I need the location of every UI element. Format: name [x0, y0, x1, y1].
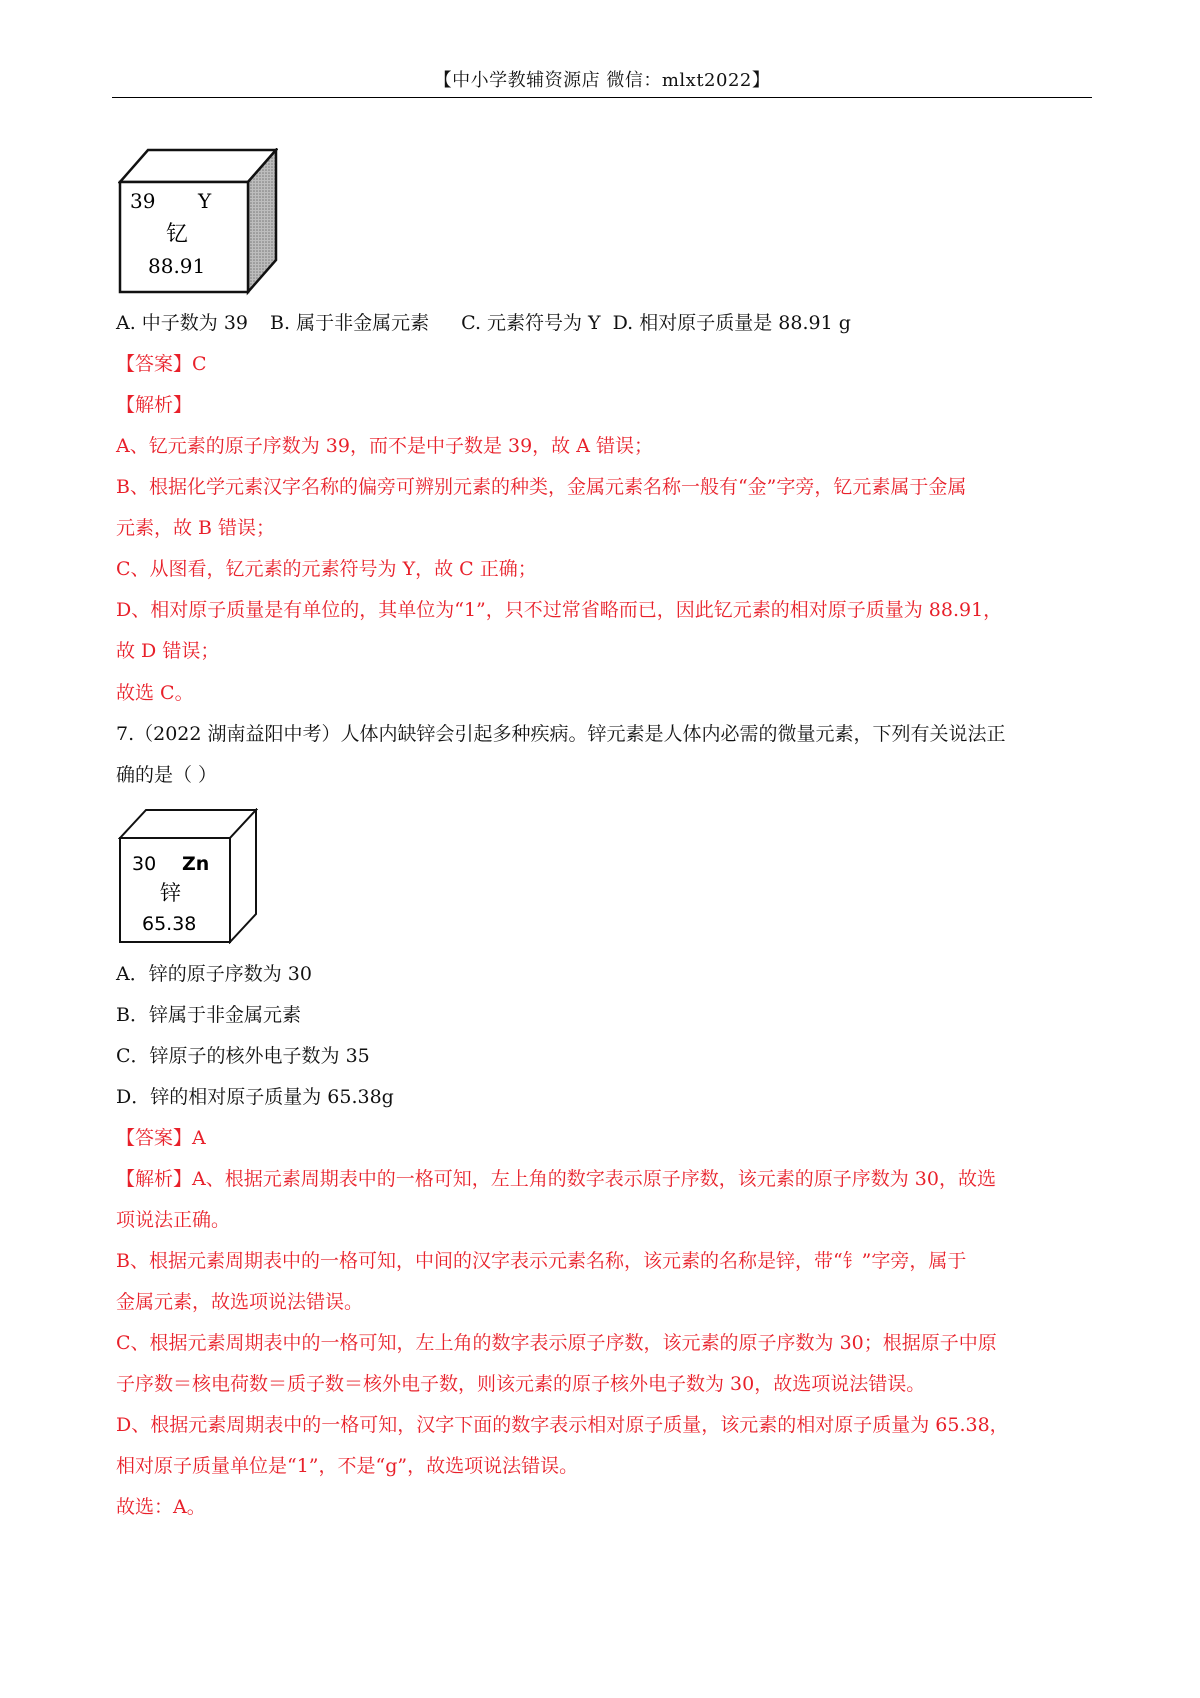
q7-option-c: C．锌原子的核外电子数为 35	[116, 1045, 370, 1067]
q6-analysis-line: C、从图看，钇元素的元素符号为 Y，故 C 正确；	[116, 558, 537, 580]
q6-analysis-heading: 【解析】	[116, 394, 193, 416]
q6-answer: 【答案】C	[116, 353, 207, 375]
q7-analysis-line: B、根据元素周期表中的一格可知，中间的汉字表示元素名称，该元素的名称是锌，带“钅”字旁，属于	[116, 1250, 967, 1272]
q7-stem-line: 7.（2022 湖南益阳中考）人体内缺锌会引起多种疾病。锌元素是人体内必需的微量元素，下列有关说法正	[116, 723, 1006, 745]
q7-option-b: B．锌属于非金属元素	[116, 1004, 301, 1026]
q7-option-d: D．锌的相对原子质量为 65.38g	[116, 1086, 394, 1108]
q6-option-c: C. 元素符号为 Y	[461, 312, 601, 334]
zinc-element-tile	[118, 808, 258, 944]
q6-option-b: B. 属于非金属元素	[270, 312, 430, 334]
q7-stem-line: 确的是（ ）	[116, 764, 218, 786]
yttrium-atomic-mass: 88.91	[148, 254, 206, 278]
yttrium-atomic-number: 39	[130, 189, 156, 213]
yttrium-name: 钇	[166, 222, 189, 247]
q7-analysis-line: 金属元素，故选项说法错误。	[116, 1291, 364, 1313]
q6-analysis-line: 故 D 错误；	[116, 640, 220, 662]
page-header: 【中小学教辅资源店 微信：mlxt2022】	[433, 70, 771, 91]
yttrium-element-tile	[118, 148, 278, 298]
q6-option-a: A. 中子数为 39	[116, 312, 249, 334]
yttrium-symbol: Y	[198, 189, 212, 213]
q7-analysis-line: 相对原子质量单位是“1”，不是“g”，故选项说法错误。	[116, 1455, 579, 1477]
q6-option-d: D. 相对原子质量是 88.91 g	[612, 312, 851, 334]
zinc-atomic-mass: 65.38	[142, 913, 197, 935]
q7-analysis-line: C、根据元素周期表中的一格可知，左上角的数字表示原子序数，该元素的原子序数为 30；根据原子中原	[116, 1332, 997, 1354]
q7-analysis-line: 项说法正确。	[116, 1209, 231, 1231]
q6-analysis-line: B、根据化学元素汉字名称的偏旁可辨别元素的种类，金属元素名称一般有“金”字旁，钇元素属于金属	[116, 476, 967, 498]
q7-answer: 【答案】A	[116, 1127, 206, 1149]
q6-analysis-line: A、钇元素的原子序数为 39，而不是中子数是 39，故 A 错误；	[116, 435, 653, 457]
q6-analysis-line: 元素，故 B 错误；	[116, 517, 276, 539]
q6-conclusion: 故选 C。	[116, 682, 194, 704]
q7-analysis-line: D、根据元素周期表中的一格可知，汉字下面的数字表示相对原子质量，该元素的相对原子质量为 65.38，	[116, 1414, 1009, 1436]
q6-options	[116, 311, 851, 335]
header-divider	[112, 97, 1092, 98]
q6-analysis-line: D、相对原子质量是有单位的，其单位为“1”，只不过常省略而已，因此钇元素的相对原子质量为 88.91，	[116, 599, 1003, 621]
q7-option-a: A．锌的原子序数为 30	[116, 963, 312, 985]
zinc-atomic-number: 30	[132, 853, 157, 875]
q7-conclusion: 故选：A。	[116, 1496, 206, 1518]
q7-analysis-line: 【解析】A、根据元素周期表中的一格可知，左上角的数字表示原子序数，该元素的原子序数为 30，故选	[116, 1168, 996, 1190]
zinc-symbol: Zn	[182, 853, 210, 875]
q7-analysis-line: 子序数＝核电荷数＝质子数＝核外电子数，则该元素的原子核外电子数为 30，故选项说法错误。	[116, 1373, 926, 1395]
zinc-name: 锌	[160, 881, 181, 905]
